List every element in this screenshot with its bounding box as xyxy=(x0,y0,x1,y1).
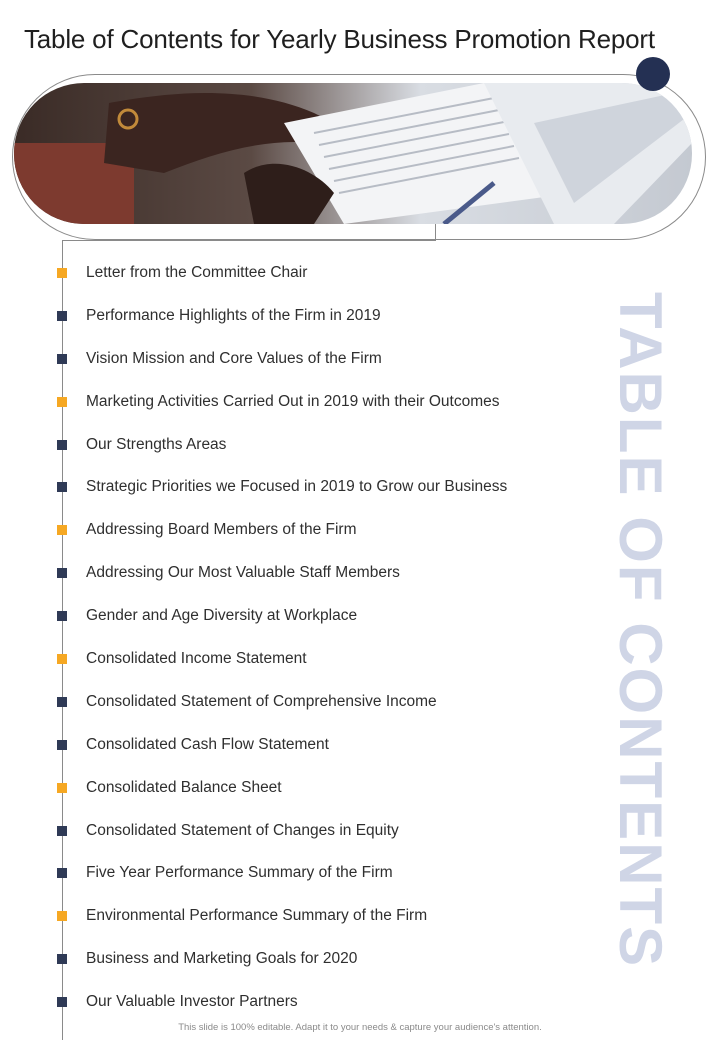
bullet-marker xyxy=(57,954,67,964)
bullet-marker xyxy=(57,568,67,578)
toc-list xyxy=(0,252,600,1024)
toc-item-label: Business and Marketing Goals for 2020 xyxy=(86,950,358,968)
connector-line xyxy=(62,240,436,241)
bullet-marker xyxy=(57,826,67,836)
toc-item-label: Strategic Priorities we Focused in 2019 to Grow our Business xyxy=(86,478,508,496)
bullet-marker xyxy=(57,911,67,921)
bullet-marker xyxy=(57,397,67,407)
toc-item xyxy=(0,895,600,938)
footer-note: This slide is 100% editable. Adapt it to your needs & capture your audience's attention. xyxy=(178,1022,542,1033)
header-photo xyxy=(14,83,692,224)
toc-item xyxy=(0,810,600,853)
toc-item-label: Letter from the Committee Chair xyxy=(86,264,308,281)
toc-item-label: Consolidated Income Statement xyxy=(86,650,307,668)
bullet-marker xyxy=(57,440,67,450)
toc-item-label: Five Year Performance Summary of the Firm xyxy=(86,864,393,882)
toc-item-label: Addressing Board Members of the Firm xyxy=(86,521,357,539)
bullet-marker xyxy=(57,482,67,492)
toc-item xyxy=(0,595,600,638)
toc-item xyxy=(0,767,600,810)
bullet-marker xyxy=(57,997,67,1007)
toc-item xyxy=(0,981,600,1024)
toc-item xyxy=(0,852,600,895)
toc-item-label: Vision Mission and Core Values of the Firm xyxy=(86,349,382,367)
bullet-marker xyxy=(57,268,67,278)
accent-dot xyxy=(636,57,670,91)
toc-item xyxy=(0,466,600,509)
toc-item xyxy=(0,252,600,295)
bullet-marker xyxy=(57,654,67,664)
bullet-marker xyxy=(57,783,67,793)
toc-item-label: Gender and Age Diversity at Workplace xyxy=(86,607,358,625)
bullet-marker xyxy=(57,611,67,621)
toc-item xyxy=(0,381,600,424)
bullet-marker xyxy=(57,354,67,364)
bullet-marker xyxy=(57,697,67,707)
page-title: Table of Contents for Yearly Business Promotion Report xyxy=(24,24,655,54)
toc-item xyxy=(0,509,600,552)
toc-item-label: Our Strengths Areas xyxy=(86,435,227,453)
toc-item xyxy=(0,638,600,681)
toc-item-label: Consolidated Statement of Changes in Equity xyxy=(86,821,399,839)
toc-item-label: Our Valuable Investor Partners xyxy=(86,993,298,1011)
toc-item-label: Consolidated Balance Sheet xyxy=(86,778,282,796)
toc-item-label: Addressing Our Most Valuable Staff Members xyxy=(86,564,400,582)
toc-item xyxy=(0,938,600,981)
bullet-marker xyxy=(57,740,67,750)
toc-item-label: Environmental Performance Summary of the Firm xyxy=(86,907,428,925)
toc-item-label: Performance Highlights of the Firm in 2019 xyxy=(86,306,381,324)
toc-item xyxy=(0,681,600,724)
toc-item xyxy=(0,724,600,767)
toc-item-label: Consolidated Cash Flow Statement xyxy=(86,735,329,753)
toc-item xyxy=(0,295,600,338)
bullet-marker xyxy=(57,525,67,535)
connector-line xyxy=(435,224,436,241)
toc-item xyxy=(0,424,600,467)
toc-item xyxy=(0,338,600,381)
vertical-heading: TABLE OF CONTENTS xyxy=(607,292,674,969)
bullet-marker xyxy=(57,311,67,321)
toc-item-label: Consolidated Statement of Comprehensive Income xyxy=(86,692,437,710)
toc-item xyxy=(0,552,600,595)
toc-item-label: Marketing Activities Carried Out in 2019 with their Outcomes xyxy=(86,392,500,410)
bullet-marker xyxy=(57,868,67,878)
